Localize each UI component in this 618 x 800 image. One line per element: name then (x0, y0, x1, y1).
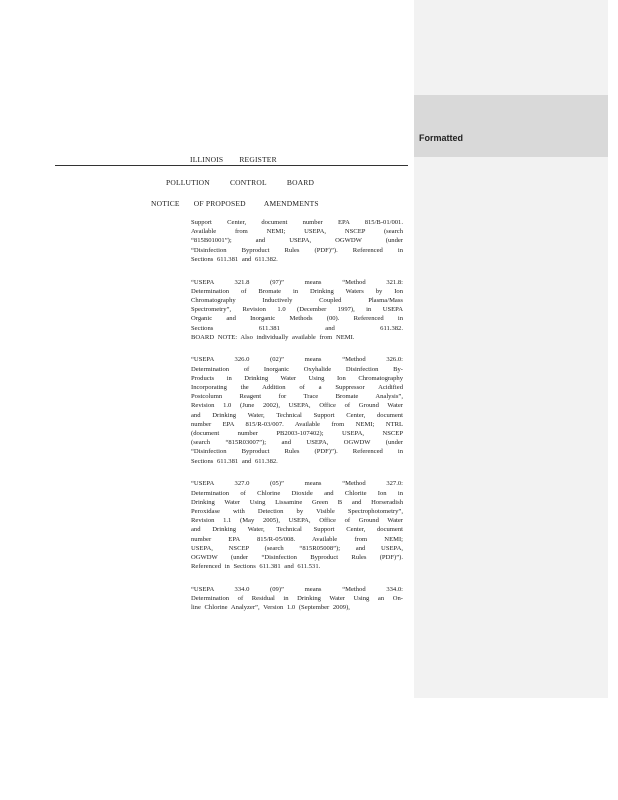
comment-pane (414, 0, 608, 698)
text-line: Determination of Inorganic Oxyhalide Disinfection By- (191, 365, 403, 373)
text-line: Peroxidase with Detection by Visible Spectrophotometry”, (191, 507, 403, 515)
header-word: ILLINOIS (190, 155, 224, 164)
header-word: CONTROL (229, 178, 267, 187)
header-word: AMENDMENTS (263, 199, 319, 208)
header-word: REGISTER (239, 155, 277, 164)
text-line: “USEPA 327.0 (05)” means “Method 327.0: (191, 480, 403, 488)
text-line: USEPA, NSCEP (search “815R05008”); and USEPA, (191, 544, 403, 552)
text-line: “Disinfection Byproduct Rules (PDF)”). Referenced in (191, 448, 403, 456)
paragraph (191, 479, 403, 571)
text-line: line Chlorine Analyzer”, Version 1.0 (September 2009), (191, 604, 350, 612)
text-line: Sections 611.381 and 611.382. (191, 457, 278, 465)
text-line: (search “815R03007”); and USEPA, OGWDW (under (191, 439, 403, 447)
text-line: Chromatography Inductively Coupled Plasma/Mass (191, 296, 403, 304)
comment-balloon[interactable] (414, 95, 608, 157)
text-line: Determination of Residual in Drinking Water Using an On- (191, 595, 403, 603)
text-line: Spectrometry”, Revision 1.0 (December 1997), in USEPA (191, 306, 403, 314)
text-line: Determination of Bromate in Drinking Waters by Ion (191, 287, 403, 295)
text-line: Determination of Chlorine Dioxide and Chlorite Ion in (191, 489, 403, 497)
header-word: OF PROPOSED (193, 199, 246, 208)
text-line: “USEPA 334.0 (09)” means “Method 334.0: (191, 585, 403, 593)
text-line: Products in Drinking Water Using Ion Chromatography (191, 374, 403, 382)
paragraph (191, 585, 403, 613)
text-line: Revision 1.0 (June 2002), USEPA, Office of Ground Water (191, 402, 403, 410)
amendment-body (191, 218, 403, 613)
text-line: Revision 1.1 (May 2005), USEPA, Office of Ground Water (191, 517, 403, 525)
text-line: Sections 611.381 and 611.382. (191, 255, 278, 263)
text-line: and Drinking Water, Technical Support Center, document (191, 526, 403, 534)
text-line: number EPA 815/R-03/007. Available from NEMI; NTRL (191, 420, 403, 428)
text-line: OGWDW (under “Disinfection Byproduct Rules (PDF)”). (191, 554, 403, 561)
text-line: Organic and Inorganic Methods (00). Referenced in (191, 315, 403, 323)
header-rule (55, 165, 408, 166)
text-line: Incorporating the Addition of a Suppressor Acidified (191, 384, 403, 392)
text-line: Referenced in Sections 611.381 and 611.531. (191, 563, 321, 571)
paragraph (191, 355, 403, 465)
text-line: Drinking Water Using Lissamine Green B and Horseradish (191, 498, 403, 506)
paragraph (191, 218, 403, 264)
header-board (166, 178, 314, 187)
paragraph (191, 278, 403, 342)
header-register (190, 155, 277, 164)
text-line: BOARD NOTE: Also individually available from NEMI. (191, 333, 355, 341)
text-line: Sections 611.381 and 611.382. (191, 324, 403, 332)
text-line: number EPA 815/R-05/008. Available from NEMI; (191, 535, 403, 543)
header-notice (151, 199, 319, 208)
text-line: “Disinfection Byproduct Rules (PDF)”). Referenced in (191, 246, 403, 254)
header-word: NOTICE (151, 199, 180, 208)
text-line: “815B01001”); and USEPA, OGWDW (under (191, 237, 403, 245)
text-line: (document number PB2003-107402); USEPA, NSCEP (191, 430, 403, 438)
text-line: Support Center, document number EPA 815/B-01/001. (191, 219, 403, 226)
text-line: “USEPA 321.8 (97)” means “Method 321.8: (191, 278, 403, 286)
text-line: Available from NEMI; USEPA, NSCEP (search (191, 228, 403, 236)
comment-label: Formatted (419, 133, 464, 143)
text-line: “USEPA 326.0 (02)” means “Method 326.0: (191, 356, 403, 364)
text-line: Postcolumn Reagent for Trace Bromate Analysis”, (191, 393, 403, 401)
header-word: BOARD (286, 178, 315, 187)
header-word: POLLUTION (166, 178, 210, 187)
text-line: and Drinking Water, Technical Support Center, document (191, 411, 403, 419)
